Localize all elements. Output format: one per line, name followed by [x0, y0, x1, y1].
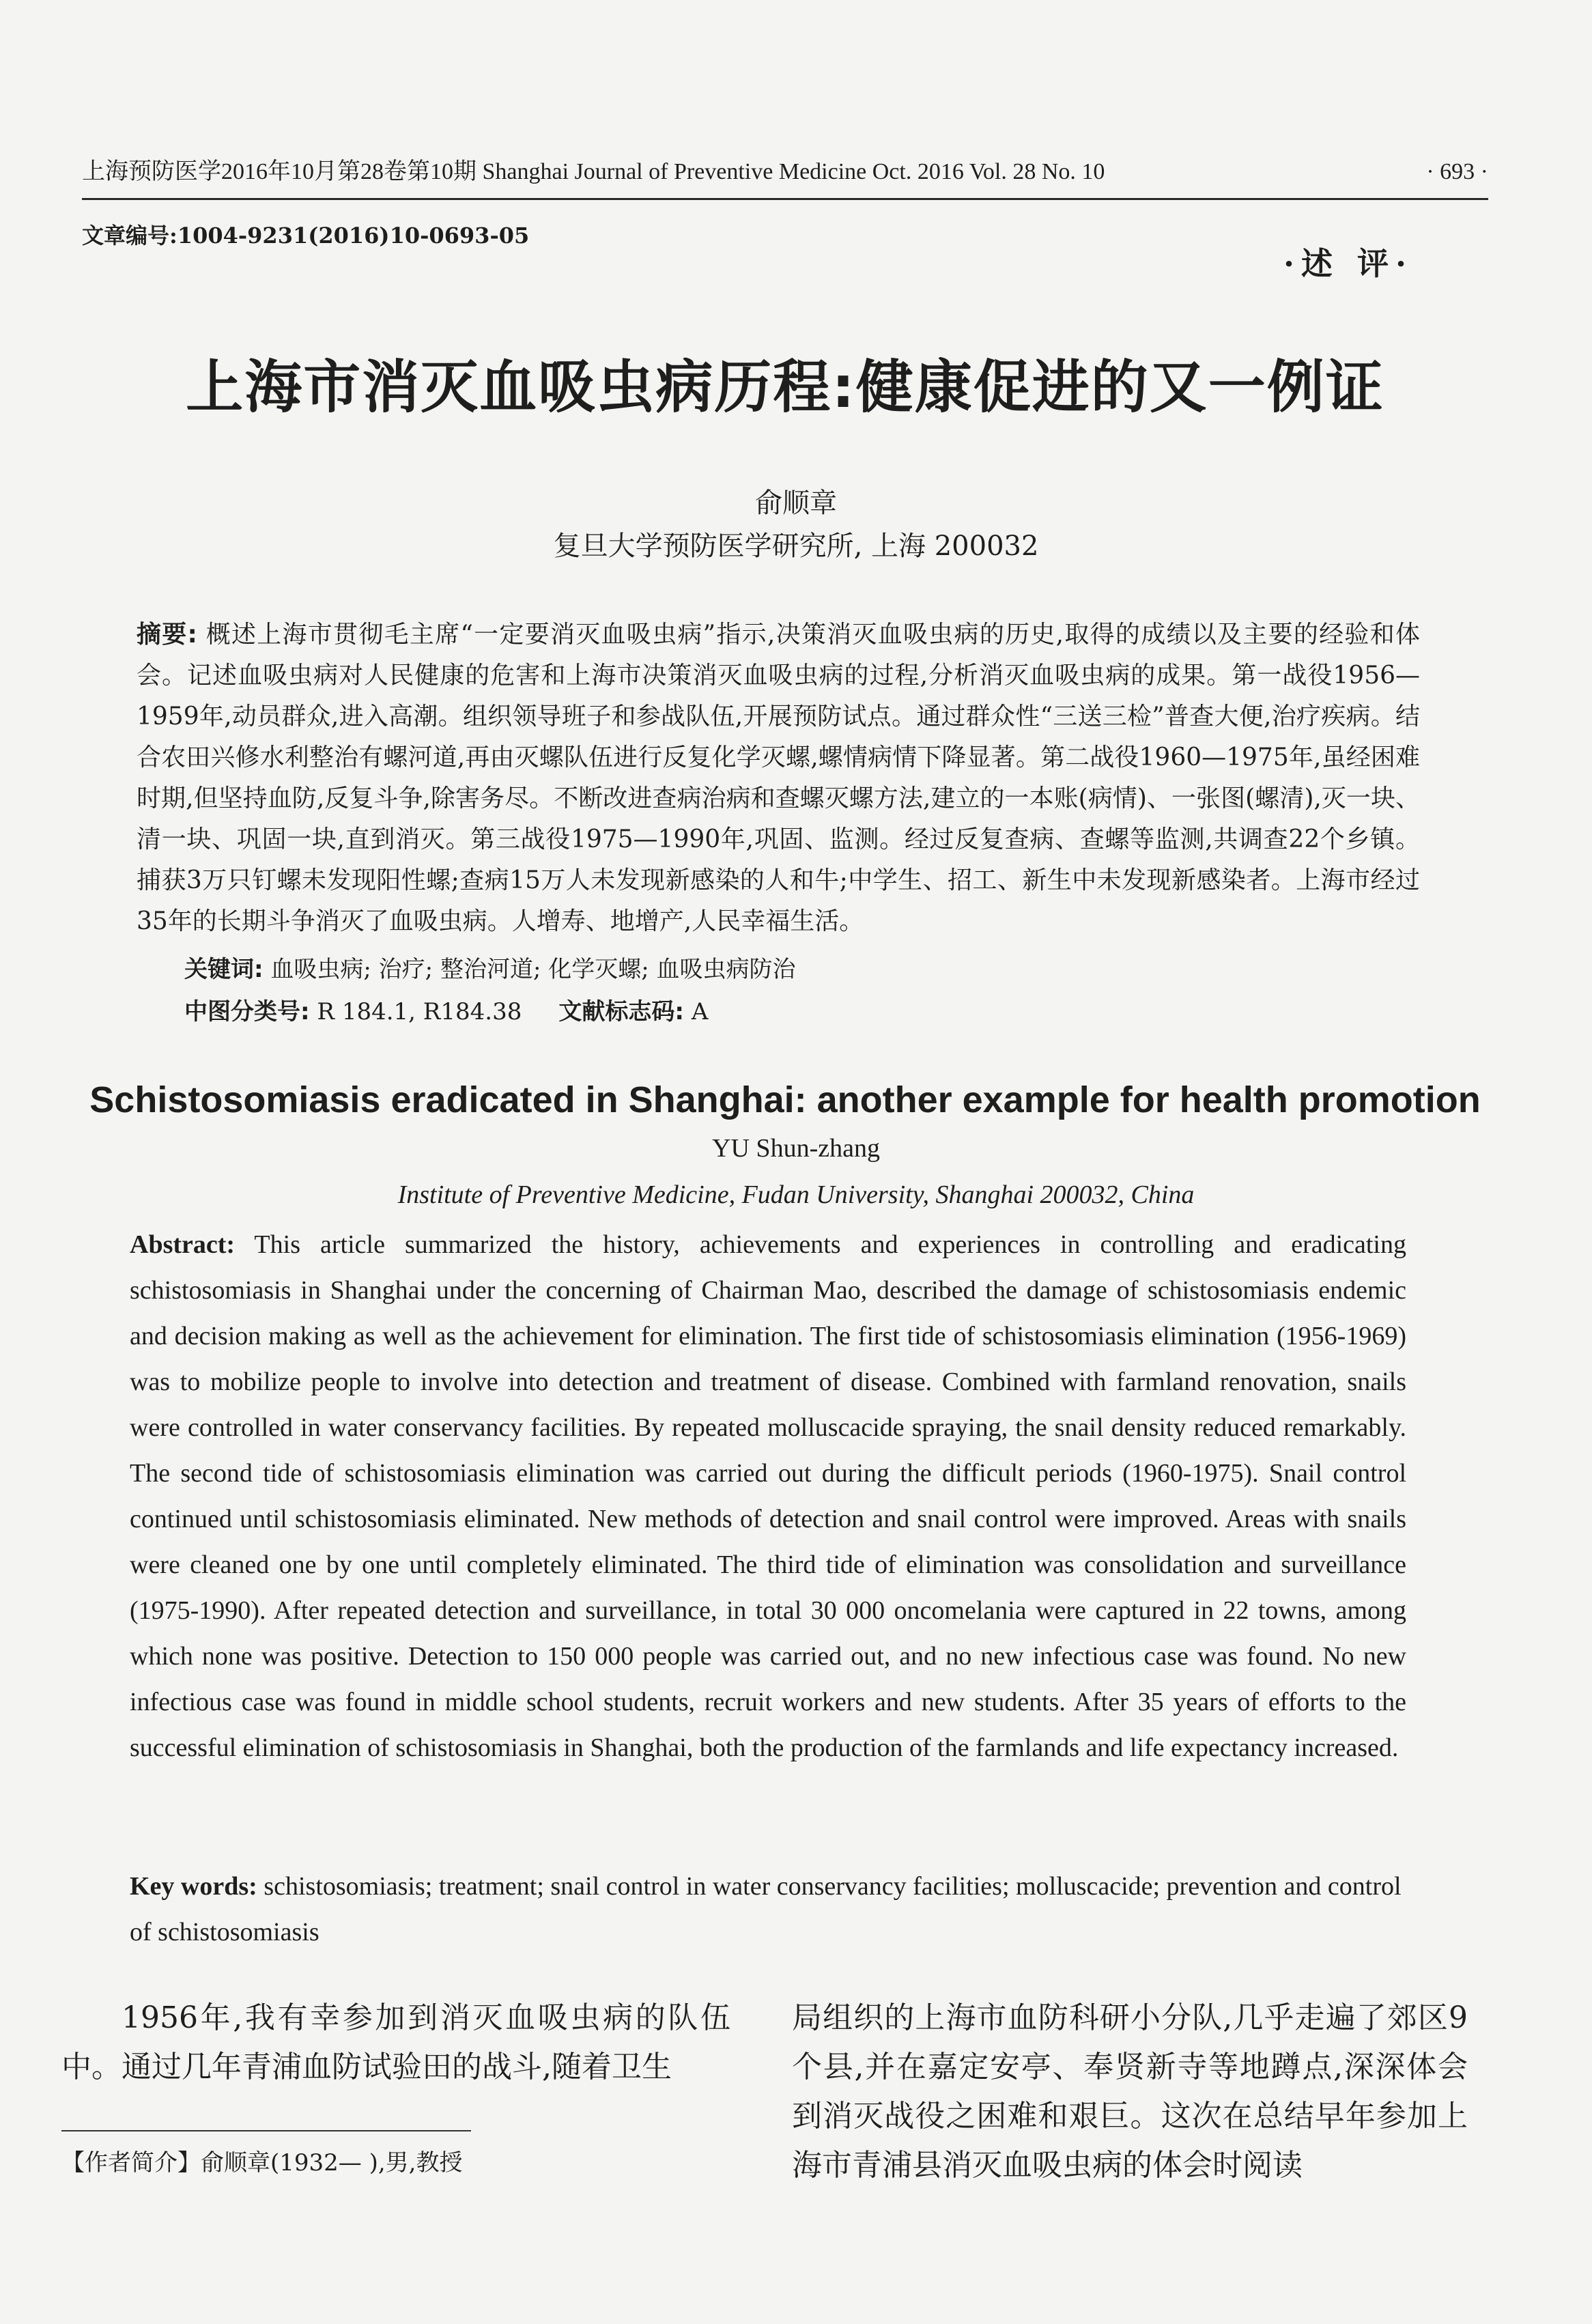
keywords-english [130, 1864, 1406, 1955]
classification-label: 中图分类号: [184, 998, 310, 1025]
journal-citation: 上海预防医学2016年10月第28卷第10期 Shanghai Journal of Preventive Medicine Oct. 2016 Vol. 28 No. 10 [82, 159, 1105, 184]
abstract-chinese-text: 概述上海市贯彻毛主席“一定要消灭血吸虫病”指示,决策消灭血吸虫病的历史,取得的成绩以及主要的经验和体会。记述血吸虫病对人民健康的危害和上海市决策消灭血吸虫病的过程,分析消灭血吸虫病的成果。第一战役1956—1959年,动员群众,进入高潮。组织领导班子和参战队伍,开展预防试点。通过群众性“三送三检”普查大便,治疗疾病。结合农田兴修水利整治有螺河道,再由灭螺队伍进行反复化学灭螺,螺情病情下降显著。第二战役1960—1975年,虽经困难时期,但坚持血防,反复斗争,除害务尽。不断改进查病治病和查螺灭螺方法,建立的一本账(病情)、一张图(螺清),灭一块、清一块、巩固一块,直到消灭。第三战役1975—1990年,巩固、监测。经过反复查病、查螺等监测,共调查22个乡镇。捕获3万只钉螺未发现阳性螺;查病15万人未发现新感染的人和牛;中学生、招工、新生中未发现新感染者。上海市经过35年的长期斗争消灭了血吸虫病。人增寿、地增产,人民幸福生活。 [137, 621, 1420, 935]
author-footnote: 【作者简介】俞顺章(1932— ),男,教授 [61, 2149, 463, 2177]
running-head [82, 152, 1488, 193]
classification-line [184, 993, 1413, 1026]
abstract-chinese [137, 614, 1420, 942]
header-rule [82, 198, 1488, 200]
abstract-english-label: Abstract: [130, 1230, 236, 1259]
abstract-chinese-label: 摘要: [137, 621, 197, 649]
abstract-english-text: This article summarized the history, achievements and experiences in controlling and eradicating schistosomiasis in Shanghai under the concerning of Chairman Mao, described the damage of schistosomiasis endemic and decision making as well as the achievement for elimination. The first tide of schistosomiasis elimination (1956-1969) was to mobilize people to involve into detection and treatment of disease. Combined with farmland renovation, snails were controlled in water conservancy facilities. By repeated molluscacide spraying, the snail density reduced remarkably. The second tide of schistosomiasis elimination was carried out during the difficult periods (1960-1975). Snail control continued until schistosomiasis eliminated. New methods of detection and snail control were improved. Areas with snails were cleaned one by one until completely eliminated. The third tide of elimination was consolidation and surveillance (1975-1990). After repeated detection and surveillance, in total 30 000 oncomelania were captured in 22 towns, among which none was positive. Detection to 150 000 people was carried out, and no new infectious case was found. No new infectious case was found in middle school students, recruit workers and new students. After 35 years of efforts to the successful elimination of schistosomiasis in Shanghai, both the production of the farmlands and life expectancy increased. [130, 1230, 1406, 1762]
article-number: 文章编号:1004-9231(2016)10-0693-05 [82, 223, 530, 249]
abstract-english [130, 1222, 1406, 1771]
keywords-chinese [184, 950, 1413, 984]
section-tag: ·述 评· [1283, 245, 1414, 282]
keywords-english-text: schistosomiasis; treatment; snail control in water conservancy facilities; molluscacide; prevention and control of schistosomiasis [130, 1872, 1402, 1946]
document-code-value: A [691, 998, 709, 1025]
document-code-label: 文献标志码: [558, 998, 685, 1025]
page-number: · 693 · [1426, 159, 1488, 184]
affiliation-chinese: 复旦大学预防医学研究所, 上海 200032 [553, 530, 1039, 562]
keywords-chinese-label: 关键词: [184, 956, 264, 983]
keywords-chinese-text: 血吸虫病; 治疗; 整治河道; 化学灭螺; 血吸虫病防治 [270, 956, 796, 983]
keywords-english-label: Key words: [130, 1872, 257, 1901]
body-column-right: 局组织的上海市血防科研小分队,几乎走遍了郊区9个县,并在嘉定安亭、奉贤新寺等地蹲点,深深体会到消灭战役之困难和艰巨。这次在总结早年参加上海市青浦县消灭血吸虫病的体会时阅读 [792, 2000, 1468, 2183]
classification-value: R 184.1, R184.38 [317, 998, 522, 1025]
title-english: Schistosomiasis eradicated in Shanghai: another example for health promotion [89, 1079, 1481, 1120]
author-chinese: 俞顺章 [755, 487, 837, 519]
footnote-rule [61, 2130, 471, 2131]
title-chinese: 上海市消灭血吸虫病历程:健康促进的又一例证 [186, 354, 1384, 421]
affiliation-english: Institute of Preventive Medicine, Fudan University, Shanghai 200032, China [397, 1180, 1195, 1209]
author-english: YU Shun-zhang [712, 1134, 880, 1163]
body-column-left: 1956年,我有幸参加到消灭血吸虫病的队伍中。通过几年青浦血防试验田的战斗,随着卫生 [61, 2000, 730, 2084]
